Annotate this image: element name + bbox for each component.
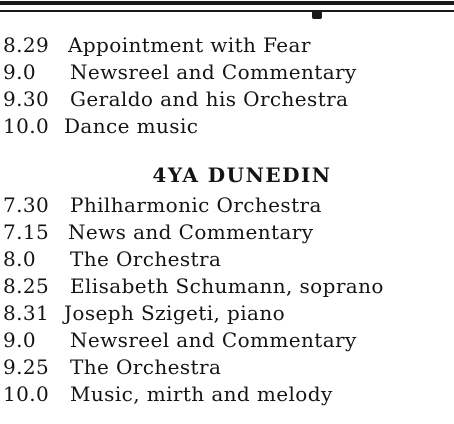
- programme-time: 8.31: [3, 301, 50, 325]
- top-rule: [0, 0, 454, 14]
- top-rule-thin: [0, 10, 454, 12]
- programme-time: 9.0: [3, 60, 37, 84]
- programme-row: [0, 192, 454, 219]
- programme-row: [0, 32, 454, 59]
- programme-title: Appointment with Fear: [68, 33, 311, 57]
- programme-row: [0, 381, 454, 408]
- programme-time: 7.15: [3, 220, 50, 244]
- programme-title: Newsreel and Commentary: [70, 328, 357, 352]
- programme-title: Philharmonic Orchestra: [70, 193, 322, 217]
- programme-title: Dance music: [64, 114, 199, 138]
- programme-row: [0, 219, 454, 246]
- programme-time: 9.30: [3, 87, 50, 111]
- programme-row: [0, 327, 454, 354]
- programme-title: The Orchestra: [70, 355, 222, 379]
- programme-row: [0, 59, 454, 86]
- programme-title: News and Commentary: [68, 220, 314, 244]
- programme-row: [0, 273, 454, 300]
- programme-title: Joseph Szigeti, piano: [64, 301, 286, 325]
- programme-time: 9.0: [3, 328, 37, 352]
- programme-title: Music, mirth and melody: [70, 382, 333, 406]
- programme-title: The Orchestra: [70, 247, 222, 271]
- programme-row: [0, 300, 454, 327]
- programme-row: [0, 113, 454, 140]
- programme-list-4ya: [0, 192, 454, 408]
- programme-time: 10.0: [3, 382, 50, 406]
- programme-title: Geraldo and his Orchestra: [70, 87, 349, 111]
- programme-time: 8.29: [3, 33, 50, 57]
- top-rule-thick: [0, 1, 454, 5]
- programme-title: Elisabeth Schumann, soprano: [70, 274, 384, 298]
- programme-row: [0, 246, 454, 273]
- programme-time: 7.30: [3, 193, 50, 217]
- programme-title: Newsreel and Commentary: [70, 60, 357, 84]
- ink-blot: [312, 11, 322, 19]
- programme-time: 9.25: [3, 355, 50, 379]
- station-heading: 4YA DUNEDIN: [152, 163, 332, 187]
- programme-time: 8.25: [3, 274, 50, 298]
- programme-row: [0, 86, 454, 113]
- programme-list-previous: [0, 32, 454, 140]
- programme-time: 10.0: [3, 114, 50, 138]
- programme-time: 8.0: [3, 247, 37, 271]
- programme-row: [0, 354, 454, 381]
